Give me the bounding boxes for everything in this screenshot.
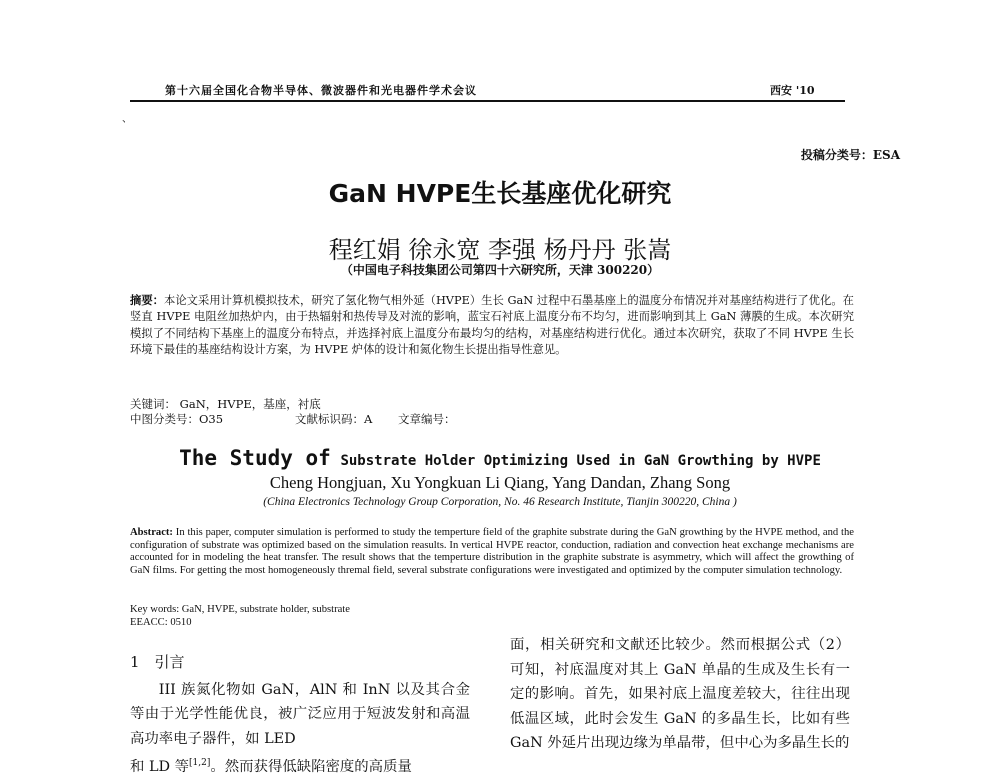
intro-paragraph	[130, 678, 470, 779]
affiliation-chinese: （中国电子科技集团公司第四十六研究所，天津 300220）	[0, 261, 1000, 278]
eeacc-code: EEACC: 0510	[130, 617, 192, 628]
article-number: 文章编号：	[398, 411, 456, 427]
title-chinese: GaN HVPE生长基座优化研究	[0, 174, 1000, 210]
authors-chinese: 程红娟 徐永宽 李强 杨丹丹 张嵩	[0, 230, 1000, 265]
conference-header: 第十六届全国化合物半导体、微波器件和光电器件学术会议	[165, 82, 477, 98]
header-rule	[130, 100, 845, 102]
right-column	[510, 633, 850, 756]
title-en-part1: The Study of	[179, 446, 331, 470]
intro-text-cut-rest: 。然而获得低缺陷密度的高质量	[210, 759, 411, 775]
location-year: 西安 '10	[770, 82, 815, 98]
affiliation-english: (China Electronics Technology Group Corporation, No. 46 Research Institute, Tianjin 300220, China )	[0, 496, 1000, 508]
abstract-chinese	[130, 292, 854, 358]
classification-number: 投稿分类号：ESA	[640, 146, 900, 163]
keywords-chinese: 关键词： GaN，HVPE，基座，衬底	[130, 396, 321, 412]
section-heading-intro: 1 引言	[130, 650, 470, 675]
keywords-english: Key words: GaN, HVPE, substrate holder, substrate	[130, 604, 350, 615]
clc-number: 中图分类号：O35	[130, 411, 223, 427]
right-column-paragraph: 面，相关研究和文献还比较少。然而根据公式（2）可知，衬底温度对其上 GaN 单晶的生成及生长有一定的影响。首先，如果衬底上温度差较大，往往出现低温区域，此时会发生 GaN 的多晶生长，比如有些 GaN 外延片出现边缘为单晶带，但中心为多晶生长的	[510, 633, 850, 756]
document-code: 文献标识码：A	[295, 411, 372, 427]
abstract-en-text: In this paper, computer simulation is performed to study the temperture field of the graphite substrate during the GaN growthing by the HVPE method, and the configuration of substrate was optimized based on the simulation reasults. In vertical HVPE reactor, conduction, radiation and convection heat exchange mechanisms are accounted for in modeling the heat transfer. The result shows that the temperture distribution in the graphite substrate is asymmetry, which will affect the growthing of GaN films. For getting the most homogeneously thremal field, several substrate configurations were investigated and optimized by the computer simulation technology.	[130, 527, 854, 576]
intro-text-cut: 和 LD 等	[130, 759, 189, 775]
header-mark: 、	[122, 110, 132, 125]
title-en-part2: Substrate Holder Optimizing Used in GaN Growthing by HVPE	[340, 453, 820, 469]
citation-ref: [1,2]	[189, 758, 210, 768]
abstract-en-label: Abstract:	[130, 527, 173, 538]
authors-english: Cheng Hongjuan, Xu Yongkuan Li Qiang, Yang Dandan, Zhang Song	[0, 473, 1000, 493]
abstract-cn-label: 摘要：	[130, 293, 164, 307]
abstract-cn-text: 本论文采用计算机模拟技术，研究了氢化物气相外延（HVPE）生长 GaN 过程中石墨基座上的温度分布情况并对基座结构进行了优化。在竖直 HVPE 电阻丝加热炉内，由于热辐射和热传导及对流的影响，蓝宝石衬底上温度分布不均匀，进而影响到其上 GaN 薄膜的生成。本次研究模拟了不同结构下基座上的温度分布特点，并选择衬底上温度分布最均匀的结构，对基座结构进行优化。通过本次研究，获取了不同 HVPE 生长环境下最佳的基座结构设计方案，为 HVPE 炉体的设计和氮化物生长提出指导性意见。	[130, 294, 854, 356]
abstract-english	[130, 527, 854, 577]
intro-text: III 族氮化物如 GaN，AlN 和 InN 以及其合金等由于光学性能优良，被广泛应用于短波发射和高温高功率电子器件，如 LED	[130, 682, 470, 747]
title-english	[0, 446, 1000, 470]
